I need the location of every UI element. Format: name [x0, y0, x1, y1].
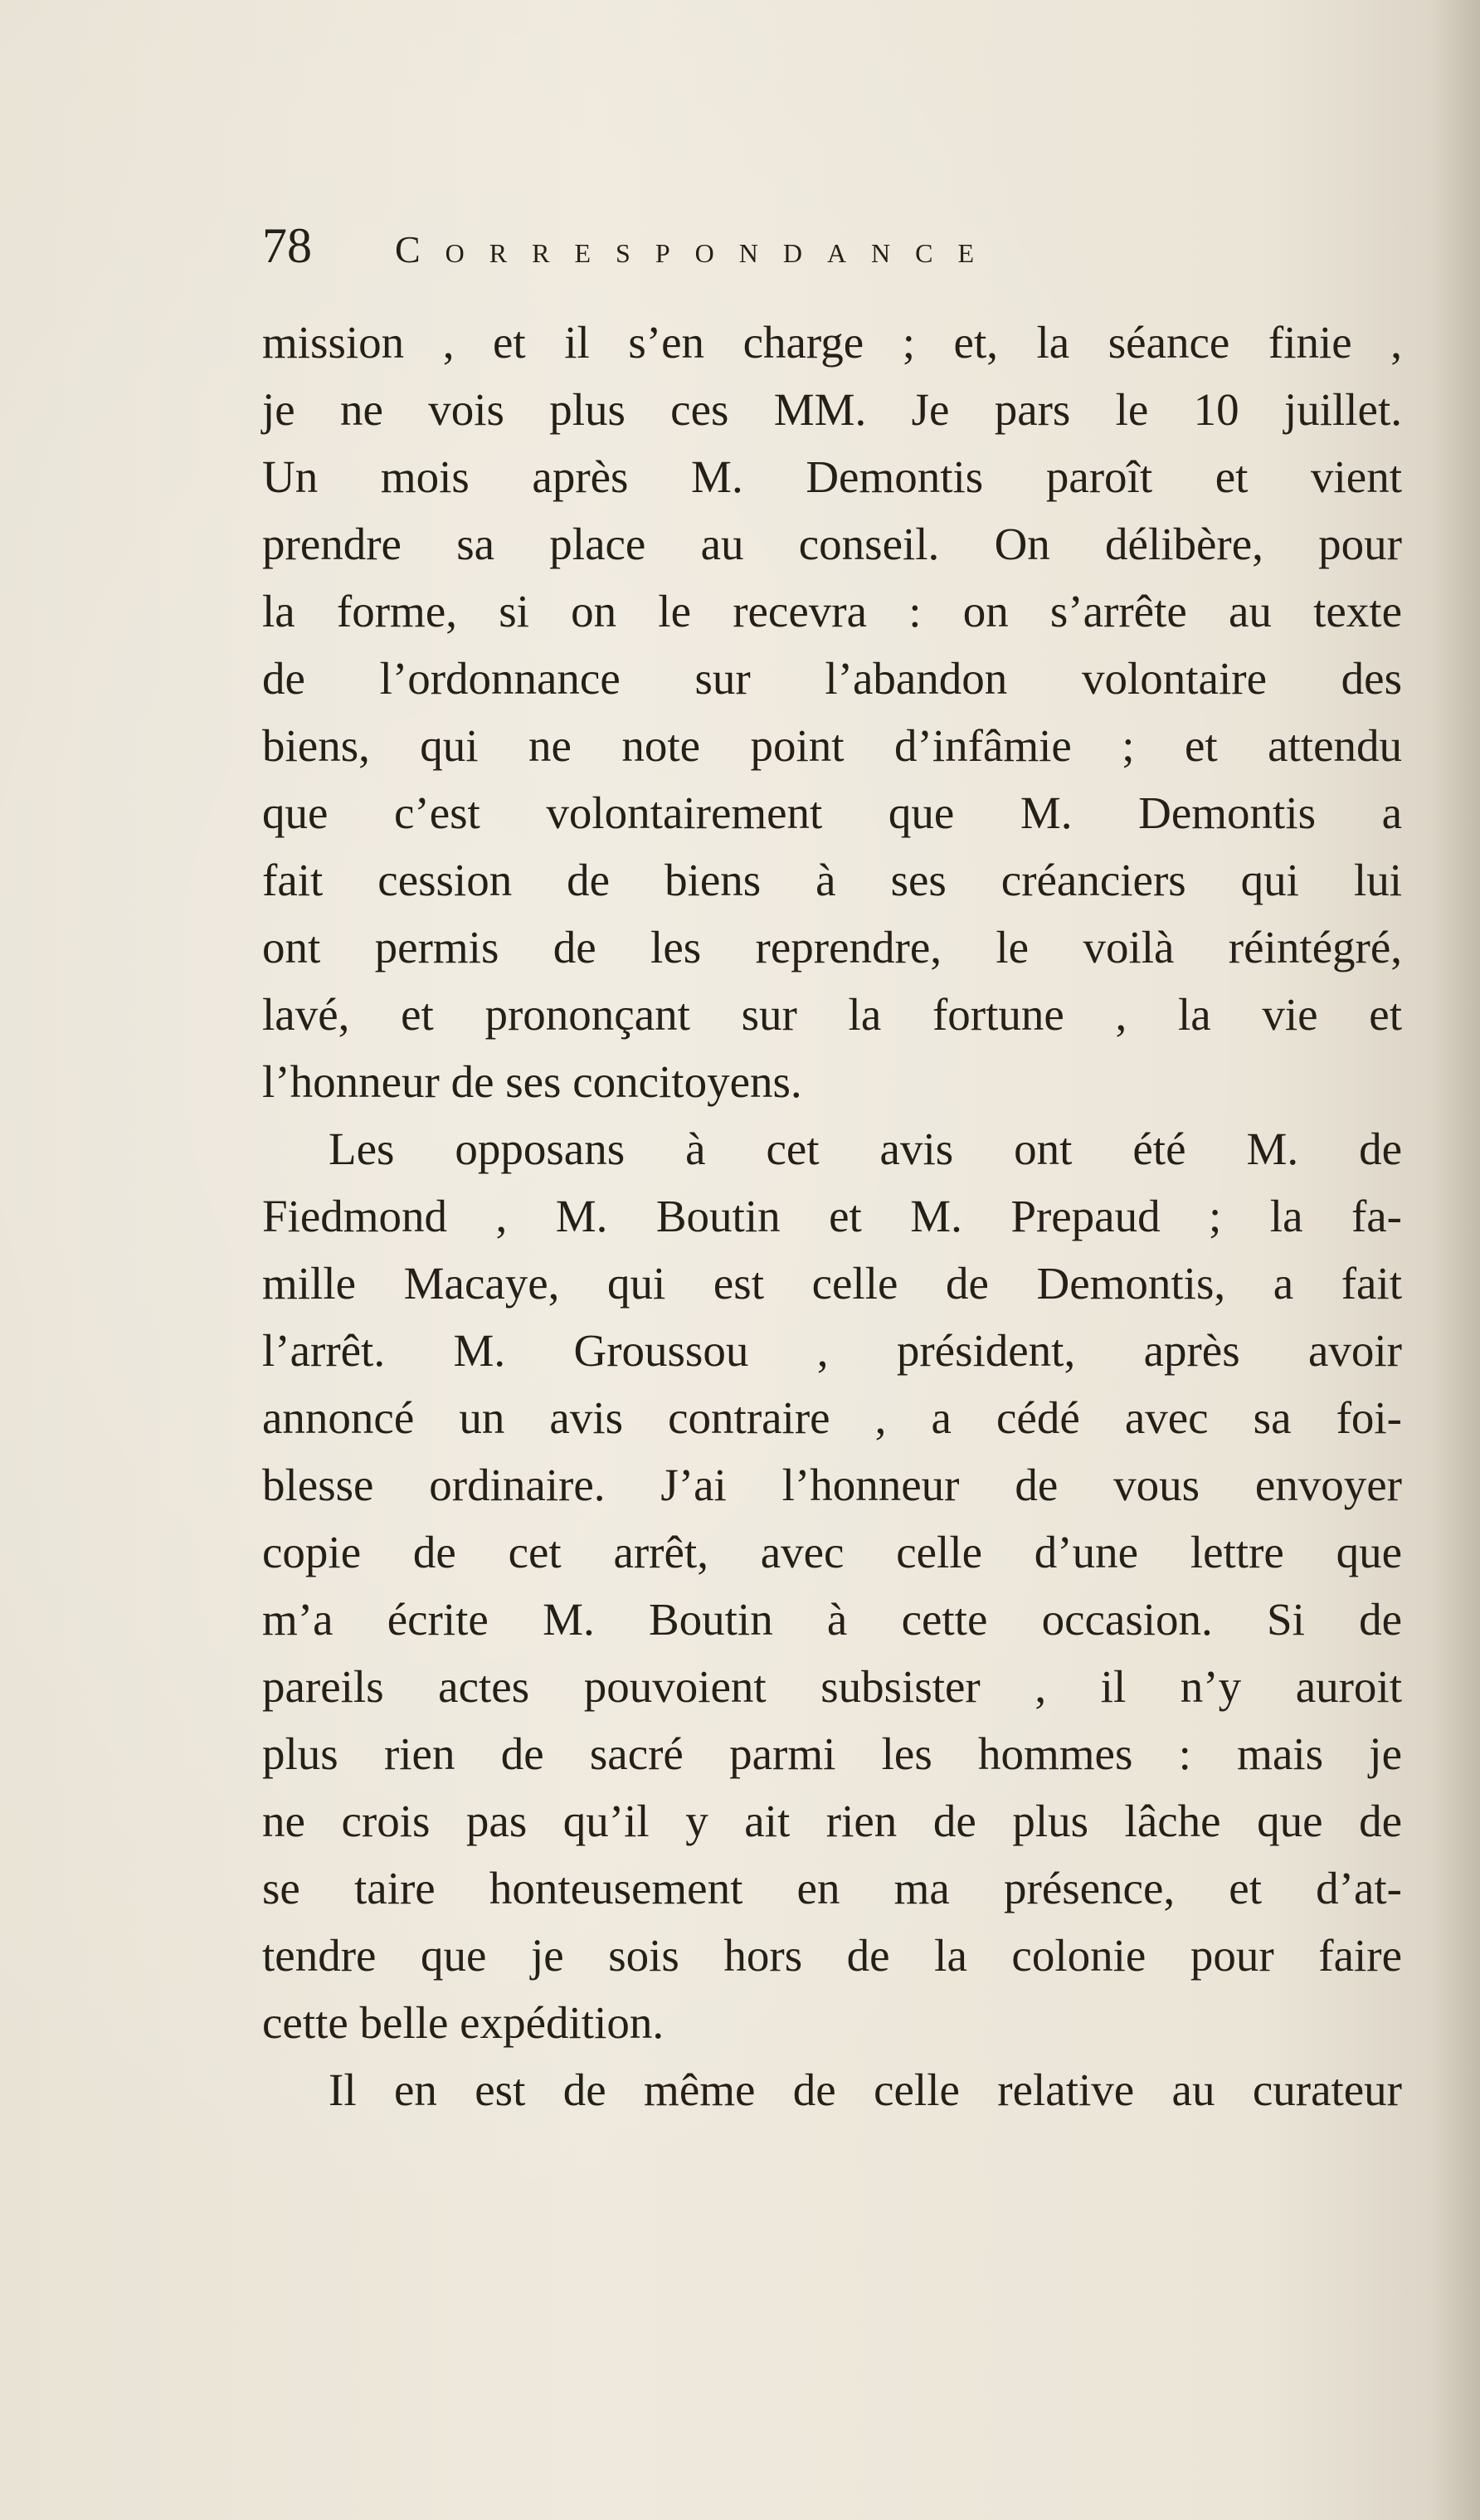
text-line: ont permis de les reprendre, le voilà réintégré,: [262, 922, 1402, 972]
text-line: tendre que je sois hors de la colonie pour faire: [262, 1930, 1402, 1981]
text-line: mille Macaye, qui est celle de Demontis, a fait: [262, 1258, 1402, 1309]
running-head: Correspondance: [395, 228, 1000, 271]
text-line: mission , et il s’en charge ; et, la séance finie ,: [262, 317, 1402, 368]
text-line: cette belle expédition.: [262, 1997, 665, 2048]
page-header: [262, 217, 999, 292]
text-line: Un mois après M. Demontis paroît et vient: [262, 451, 1402, 502]
text-line: je ne vois plus ces MM. Je pars le 10 juillet.: [262, 384, 1402, 435]
text-line: lavé, et prononçant sur la fortune , la vie et: [262, 989, 1402, 1040]
text-line: la forme, si on le recevra : on s’arrête au texte: [262, 586, 1402, 636]
text-line: m’a écrite M. Boutin à cette occasion. Si de: [262, 1594, 1402, 1645]
page-gutter-shadow: [1430, 0, 1480, 2520]
text-line: Les opposans à cet avis ont été M. de: [329, 1124, 1402, 1174]
text-line: pareils actes pouvoient subsister , il n’y auroit: [262, 1661, 1402, 1712]
text-line: blesse ordinaire. J’ai l’honneur de vous envoyer: [262, 1460, 1402, 1510]
text-line: plus rien de sacré parmi les hommes : mais je: [262, 1728, 1402, 1779]
body-text: [262, 309, 1402, 2123]
text-line: l’honneur de ses concitoyens.: [262, 1056, 802, 1107]
text-line: ne crois pas qu’il y ait rien de plus lâche que de: [262, 1796, 1402, 1846]
text-line: prendre sa place au conseil. On délibère, pour: [262, 519, 1402, 569]
text-line: copie de cet arrêt, avec celle d’une lettre que: [262, 1527, 1402, 1577]
page-number: 78: [262, 218, 312, 273]
text-line: l’arrêt. M. Groussou , président, après avoir: [262, 1325, 1402, 1376]
text-line: que c’est volontairement que M. Demontis a: [262, 787, 1402, 838]
text-line: se taire honteusement en ma présence, et d’at-: [262, 1863, 1402, 1913]
text-line: Il en est de même de celle relative au curateur: [329, 2064, 1402, 2115]
text-line: fait cession de biens à ses créanciers qui lui: [262, 855, 1402, 905]
text-line: Fiedmond , M. Boutin et M. Prepaud ; la fa-: [262, 1191, 1402, 1241]
text-line: annoncé un avis contraire , a cédé avec sa foi-: [262, 1392, 1402, 1443]
text-line: de l’ordonnance sur l’abandon volontaire des: [262, 653, 1402, 704]
text-line: biens, qui ne note point d’infâmie ; et attendu: [262, 720, 1402, 771]
